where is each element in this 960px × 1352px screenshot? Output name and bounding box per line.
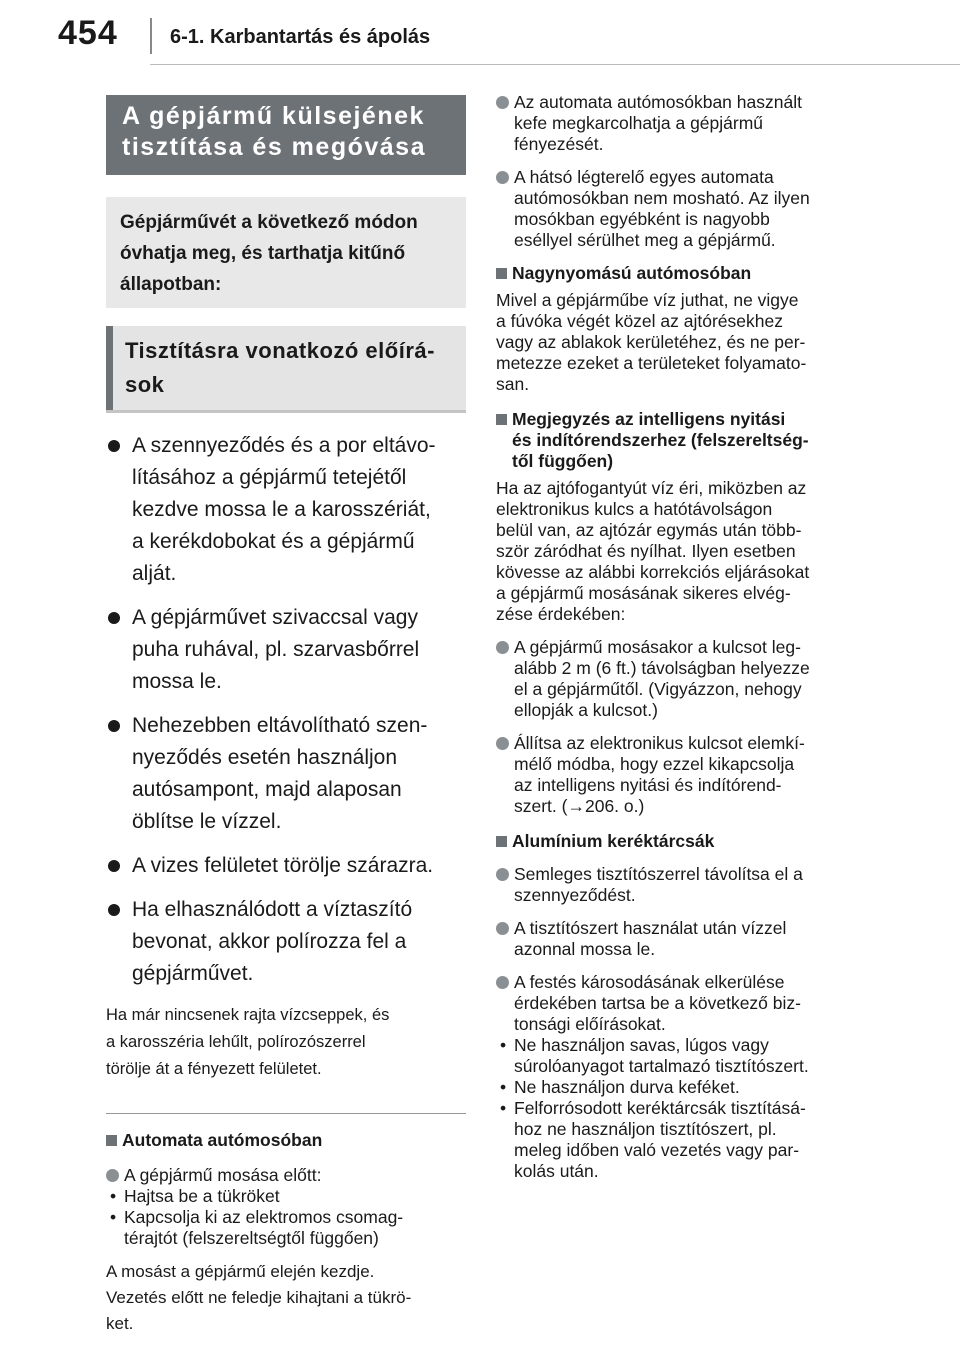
circle-bullet-icon — [496, 976, 509, 989]
para-line: ket. — [106, 1314, 134, 1333]
circle-bullet-icon — [106, 1169, 119, 1182]
section-divider — [106, 1113, 466, 1114]
intro-line: állapotban: — [120, 274, 222, 295]
smart-entry-paragraph — [496, 478, 856, 625]
list-item — [106, 894, 466, 990]
bullet-line: térajtót (felszereltségtől függően) — [124, 1228, 379, 1248]
note-line: a karosszéria lehűlt, polírozószerrel — [106, 1033, 366, 1051]
item-line: kefe megkarcolhatja a gépjármű — [514, 113, 764, 133]
square-bullet-icon — [496, 836, 507, 847]
left-column — [106, 95, 466, 1337]
square-bullet-icon — [106, 1135, 117, 1146]
item-line: Az automata autómosókban használt — [514, 92, 802, 112]
auto-wash-item — [496, 92, 856, 155]
auto-wash-heading — [106, 1130, 466, 1151]
item-line: fényezését. — [514, 134, 604, 154]
item-line: mélő módba, hogy ezzel kikapcsolja — [514, 754, 795, 774]
wheels-item — [496, 864, 856, 906]
section-heading — [106, 326, 466, 410]
bullet-icon — [108, 612, 120, 624]
auto-wash-bullet — [106, 1207, 466, 1249]
circle-bullet-icon — [496, 868, 509, 881]
page-title — [106, 95, 466, 175]
list-item — [106, 602, 466, 698]
high-pressure-paragraph — [496, 290, 856, 395]
wheels-item — [496, 972, 856, 1035]
item-line: autómosókban nem mosható. Az ilyen — [514, 188, 810, 208]
wheels-bullet — [496, 1035, 856, 1077]
circle-bullet-icon — [496, 641, 509, 654]
para-line: metezze ezeket a területeket folyamato- — [496, 353, 807, 373]
para-line: zése érdekében: — [496, 604, 626, 624]
para-line: kövesse az alábbi korrekciós eljárásokat — [496, 562, 810, 582]
item-line: az intelligens nyitási és indítórend- — [514, 775, 782, 795]
item-line: ellopják a kulcsot.) — [514, 700, 658, 720]
circle-bullet-icon — [496, 737, 509, 750]
bullet-icon — [108, 904, 120, 916]
item-line: azonnal mossa le. — [514, 939, 656, 959]
bullet-line: kolás után. — [514, 1161, 599, 1181]
item-line: Semleges tisztítószerrel távolítsa el a — [514, 864, 803, 884]
item-line: eséllyel sérülhet meg a gépjármű. — [514, 230, 776, 250]
para-line: a gépjármű mosásának sikeres elvég- — [496, 583, 791, 603]
bullet-line: meleg időben való vezetés vagy par- — [514, 1140, 800, 1160]
list-line: autósampont, majd alaposan — [132, 778, 402, 801]
para-line: Ha az ajtófogantyút víz éri, miközben az — [496, 478, 807, 498]
bullet-line: Hajtsa be a tükröket — [124, 1186, 280, 1206]
square-bullet-icon — [496, 268, 507, 279]
para-line: ször záródhat és nyílhat. Ilyen esetben — [496, 541, 796, 561]
item-line: szennyeződést. — [514, 885, 636, 905]
para-line: A mosást a gépjármű elején kezdje. — [106, 1262, 375, 1281]
para-line: Mivel a gépjárműbe víz juthat, ne vigye — [496, 290, 799, 310]
item-line: szert. (→206. o.) — [514, 796, 645, 816]
dot-bullet: • — [500, 1098, 507, 1118]
item-line: mosókban egyébként is nagyobb — [514, 209, 770, 229]
wheels-item — [496, 918, 856, 960]
para-line: elektronikus kulcs a hatótávolságon — [496, 499, 773, 519]
list-line: A vizes felületet törölje szárazra. — [132, 854, 434, 877]
page-number: 454 — [58, 14, 118, 52]
list-line: A szennyeződés és a por eltávo- — [132, 434, 436, 457]
item-line: A gépjármű mosása előtt: — [124, 1165, 322, 1185]
title-line: tisztítása és megóvása — [122, 133, 426, 161]
item-line: A tisztítószert használat után vízzel — [514, 918, 787, 938]
bullet-icon — [108, 440, 120, 452]
auto-wash-item — [496, 167, 856, 251]
list-line: nyeződés esetén használjon — [132, 746, 398, 769]
intro-line: Gépjárművét a következő módon — [120, 212, 418, 233]
heading-line: és indítórendszerhez (felszereltség- — [512, 430, 809, 450]
item-line: érdekében tartsa be a következő biz- — [514, 993, 801, 1013]
bullet-line: Kapcsolja ki az elektromos csomag- — [124, 1207, 404, 1227]
dot-bullet: • — [110, 1207, 117, 1227]
circle-bullet-icon — [496, 96, 509, 109]
para-line: san. — [496, 374, 530, 394]
bullet-icon — [108, 720, 120, 732]
list-line: alját. — [132, 562, 177, 585]
bullet-line: súrolóanyagot tartalmazó tisztítószert. — [514, 1056, 809, 1076]
heading-text: Alumínium keréktárcsák — [512, 831, 715, 851]
bullet-line: Felforrósodott keréktárcsák tisztításá- — [514, 1098, 806, 1118]
list-line: mossa le. — [132, 670, 222, 693]
square-bullet-icon — [496, 414, 507, 425]
header-rule — [150, 64, 960, 65]
dot-bullet: • — [500, 1035, 507, 1055]
para-line: vagy az ablakok kerületéhez, és ne per- — [496, 332, 806, 352]
list-line: puha ruhával, pl. szarvasbőrrel — [132, 638, 420, 661]
para-line: Vezetés előtt ne feledje kihajtani a tükrö- — [106, 1288, 412, 1307]
wheels-bullet — [496, 1098, 856, 1182]
wheels-heading — [496, 831, 856, 852]
circle-bullet-icon — [496, 922, 509, 935]
heading-line: Megjegyzés az intelligens nyitási — [512, 409, 786, 429]
bullet-line: Ne használjon savas, lúgos vagy — [514, 1035, 769, 1055]
heading-text: Nagynyomású autómosóban — [512, 263, 752, 283]
auto-wash-paragraph — [106, 1259, 466, 1337]
list-line: bevonat, akkor polírozza fel a — [132, 930, 407, 953]
bullet-icon — [108, 860, 120, 872]
chapter-title: 6-1. Karbantartás és ápolás — [170, 26, 431, 48]
item-line: A festés károsodásának elkerülése — [514, 972, 785, 992]
section-line: Tisztításra vonatkozó előírá- — [125, 338, 435, 363]
item-line: A hátsó légterelő egyes automata — [514, 167, 774, 187]
right-column — [496, 92, 856, 1182]
list-line: Ha elhasználódott a víztaszító — [132, 898, 413, 921]
item-line: A gépjármű mosásakor a kulcsot leg- — [514, 637, 801, 657]
bullet-line: Ne használjon durva keféket. — [514, 1077, 740, 1097]
smart-entry-item — [496, 733, 856, 817]
para-line: belül van, az ajtózár egymás után több- — [496, 520, 802, 540]
item-line: Állítsa az elektronikus kulcsot elemkí- — [514, 733, 805, 753]
page-header — [0, 0, 960, 80]
smart-entry-item — [496, 637, 856, 721]
auto-wash-bullet — [106, 1186, 466, 1207]
list-line: lításához a gépjármű tetejétől — [132, 466, 407, 489]
list-line: kezdve mossa le a karosszériát, — [132, 498, 431, 521]
intro-line: óvhatja meg, és tarthatja kitűnő — [120, 243, 406, 264]
section-line: sok — [125, 372, 165, 397]
list-line: A gépjárművet szivaccsal vagy — [132, 606, 418, 629]
note-line: törölje át a fényezett felületet. — [106, 1060, 322, 1078]
list-line: a kerékdobokat és a gépjármű — [132, 530, 415, 553]
list-item — [106, 710, 466, 838]
list-line: öblítse le vízzel. — [132, 810, 282, 833]
list-line: Nehezebben eltávolítható szen- — [132, 714, 428, 737]
list-line: gépjárművet. — [132, 962, 254, 985]
dot-bullet: • — [500, 1077, 507, 1097]
heading-line: től függően) — [512, 451, 614, 471]
item-line: alább 2 m (6 ft.) távolságban helyezze — [514, 658, 810, 678]
para-line: a fúvóka végét közel az ajtórésekhez — [496, 311, 783, 331]
dot-bullet: • — [110, 1186, 117, 1206]
title-line: A gépjármű külsejének — [122, 102, 425, 130]
header-separator — [150, 18, 152, 54]
heading-text: Automata autómosóban — [122, 1130, 323, 1150]
item-line: tonsági előírásokat. — [514, 1014, 666, 1034]
list-item — [106, 430, 466, 590]
bullet-line: hoz ne használjon tisztítószert, pl. — [514, 1119, 777, 1139]
circle-bullet-icon — [496, 171, 509, 184]
item-line: el a gépjárműtől. (Vigyázzon, nehogy — [514, 679, 802, 699]
wheels-bullet — [496, 1077, 856, 1098]
auto-wash-item — [106, 1165, 466, 1186]
note-line: Ha már nincsenek rajta vízcseppek, és — [106, 1006, 390, 1024]
smart-entry-heading — [496, 409, 856, 472]
polish-note — [106, 1002, 466, 1083]
auto-wash-section — [106, 1130, 466, 1337]
list-item — [106, 850, 466, 882]
intro-box — [106, 197, 466, 308]
cleaning-rules-list — [106, 430, 466, 990]
high-pressure-heading — [496, 263, 856, 284]
